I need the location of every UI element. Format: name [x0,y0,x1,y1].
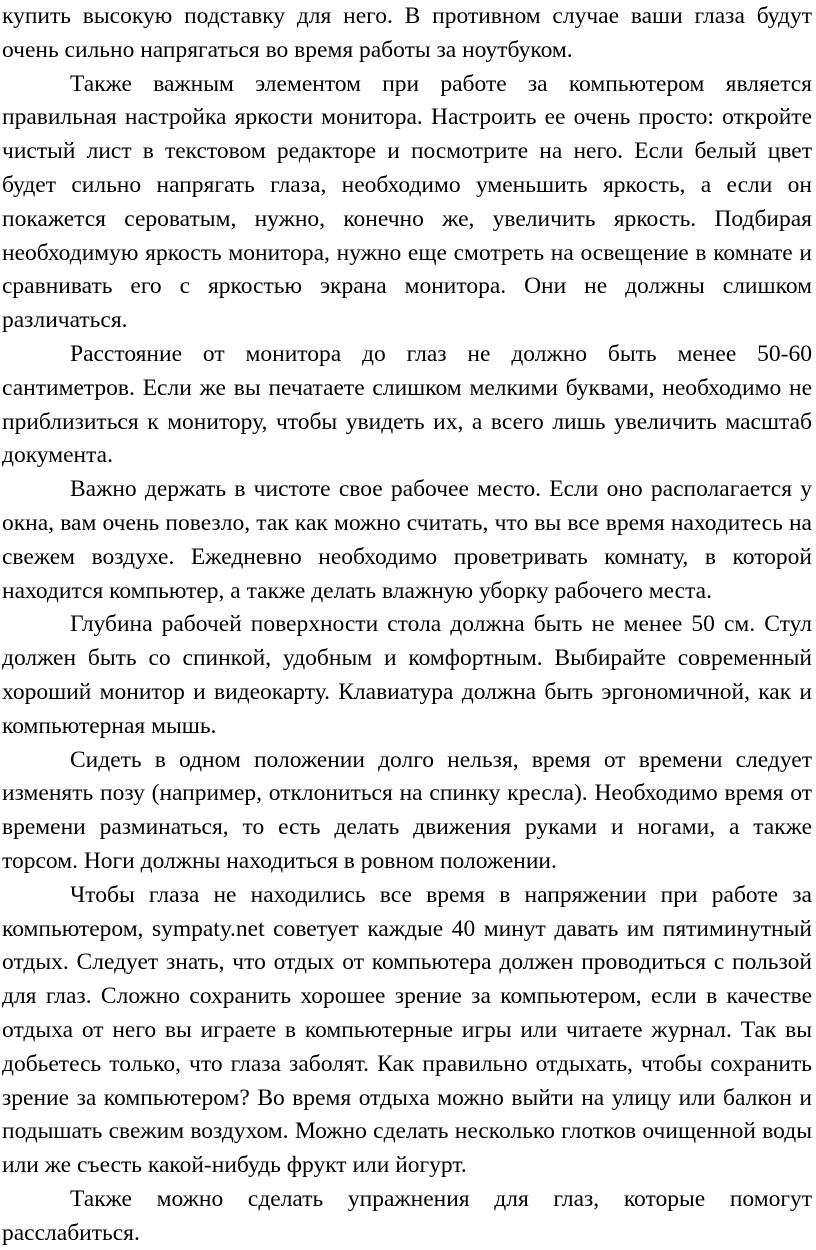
paragraph-posture: Сидеть в одном положении долго нельзя, время от времени следует изменять позу (например, отклониться на спинку кресла). Необходимо время от времени разминаться, то есть делать движения руками и ногами, а также торсом. Ноги должны находиться в ровном положении. [2,746,812,874]
paragraph-clean-workplace: Важно держать в чистоте свое рабочее место. Если оно располагается у окна, вам очень повезло, так как можно считать, что вы все время находитесь на свежем воздухе. Ежедневно необходимо проветривать комнату, в которой находится компьютер, а также делать влажную уборку рабочего места. [2,476,812,604]
paragraph-monitor-distance: Расстояние от монитора до глаз не должно быть менее 50-60 сантиметров. Если же вы печатаете слишком мелкими буквами, необходимо не приблизиться к монитору, чтобы увидеть их, а всего лишь увеличить масштаб документа. [2,340,812,469]
paragraph-laptop-stand: купить высокую подставку для него. В противном случае ваши глаза будут очень сильно напрягаться во время работы за ноутбуком. [2,3,812,63]
paragraph-desk-depth: Глубина рабочей поверхности стола должна быть не менее 50 см. Стул должен быть со спинкой, удобным и комфортным. Выбирайте современный хороший монитор и видеокарту. Клавиатура должна быть эргономичной, как и компьютерная мышь. [2,611,812,739]
paragraph-eye-exercises: Также можно сделать упражнения для глаз, которые помогут расслабиться. [2,1185,812,1246]
paragraph-monitor-brightness: Также важным элементом при работе за компьютером является правильная настройка яркости монитора. Настроить ее очень просто: откройте чистый лист в текстовом редакторе и посмотрите на него. Если белый цвет будет сильно напрягать глаза, необходимо уменьшить яркость, а если он покажется сероватым, нужно, конечно же, увеличить яркость. Подбирая необходимую яркость монитора, нужно еще смотреть на освещение в комнате и сравнивать его с яркостью экрана монитора. Они не должны слишком различаться. [2,70,812,334]
paragraph-eye-rest: Чтобы глаза не находились все время в напряжении при работе за компьютером, sympaty.net советует каждые 40 минут давать им пятиминутный отдых. Следует знать, что отдых от компьютера должен проводиться с пользой для глаз. Сложно сохранить хорошее зрение за компьютером, если в качестве отдыха от него вы играете в компьютерные игры или читаете журнал. Так вы добьетесь только, что глаза заболят. Как правильно отдыхать, чтобы сохранить зрение за компьютером? Во время отдыха можно выйти на улицу или балкон и подышать свежим воздухом. Можно сделать несколько глотков очищенной воды или же съесть какой-нибудь фрукт или йогурт. [2,881,812,1179]
